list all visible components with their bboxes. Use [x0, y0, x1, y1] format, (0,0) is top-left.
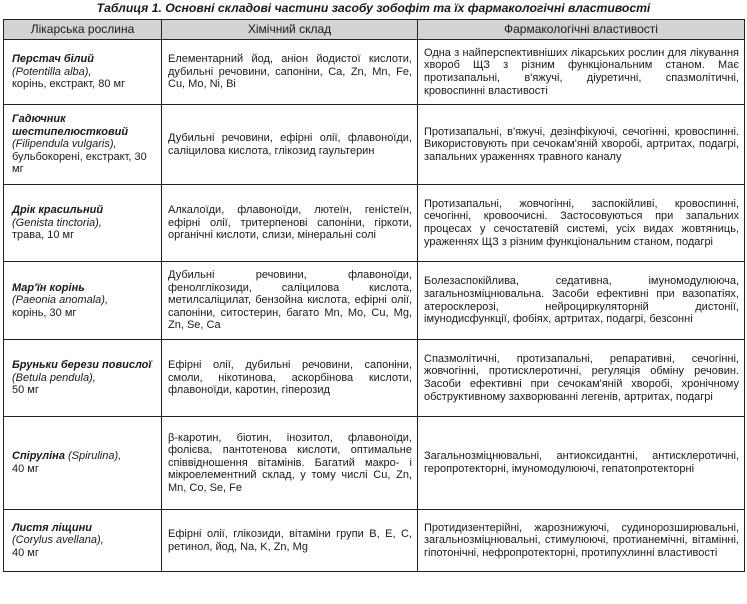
plant-details: 40 мг — [12, 463, 39, 475]
pharmacology-cell: Болезаспокійлива, седативна, імуномодулююча, загальнозміцнювальна. Засоби ефективні при вазопатіях, атеросклерозі, нейроциркуляторній дистонії, імунодисфункції, фобіях, артритах, подагрі, безсонні — [418, 262, 745, 340]
pharmacology-cell: Одна з найперспективніших лікарських рослин для лікування хвороб ЩЗ з різним функціональним станом. Має протизапальні, в'яжучі, діуретичні, спазмолітичні, кровоспинні властивості — [418, 40, 745, 105]
chemistry-cell: β-каротин, біотин, інозитол, флавоноїди, фолієва, пантотенова кислоти, оптимальне співвідношення вітамінів. Багатий макро- і мікроелементний склад, у тому числі Cu, Zn, Mn, Co, Se, Fe — [162, 417, 418, 510]
pharmacology-cell: Протидизентерійні, жарознижуючі, судинорозширювальні, загальнозміцнювальні, стимулюючі, протианемічні, вітамінні, гіпотонічні, нефропротекторні, протипухлинні властивості — [418, 510, 745, 572]
chemistry-cell: Алкалоїди, флавоноїди, лютеїн, геністеїн, ефірні олії, тритерпенові сапоніни, гіркоти, органічні кислоти, слизи, мінеральні солі — [162, 185, 418, 262]
plant-cell — [4, 262, 162, 340]
plant-details: корінь, 30 мг — [12, 306, 77, 319]
chemistry-cell: Ефірні олії, глікозиди, вітаміни групи B, E, C, ретинол, йод, Na, K, Zn, Mg — [162, 510, 418, 572]
plant-name: Мар'їн корінь — [12, 281, 85, 294]
plant-latin: (Genista tinctoria), — [12, 216, 102, 229]
plant-details: 40 мг — [12, 546, 39, 559]
header-row — [4, 20, 745, 40]
table-row — [4, 40, 745, 105]
plant-latin: (Paeonia anomala), — [12, 294, 109, 307]
chemistry-cell: Елементарний йод, аніон йодистої кислоти, дубильні речовини, сапоніни, Ca, Zn, Mn, Fe, Cu, Mo, Ni, Bi — [162, 40, 418, 105]
table-row — [4, 105, 745, 185]
plant-name: Спіруліна — [12, 450, 65, 463]
plant-latin: (Potentilla alba), — [12, 65, 92, 78]
plant-name: Бруньки берези повислої — [12, 359, 152, 372]
plant-name: Гадючник шестипелюстковий — [12, 113, 129, 138]
plant-cell — [4, 340, 162, 417]
plant-cell — [4, 185, 162, 262]
header-chemistry: Хімічний склад — [162, 20, 418, 40]
plant-cell — [4, 510, 162, 572]
plant-latin: (Betula pendula), — [12, 371, 96, 384]
table-row — [4, 417, 745, 510]
chemistry-cell: Ефірні олії, дубильні речовини, сапоніни, смоли, нікотинова, аскорбінова кислоти, флавоноїди, каротин, гіперозид — [162, 340, 418, 417]
pharmacology-cell: Загальнозміцнювальні, антиоксидантні, антисклеротичні, геропротекторні, імуномодулюючі, гепатопротекторні — [418, 417, 745, 510]
plant-details: бульбокорені, екстракт, 30 мг — [12, 150, 147, 176]
plant-name: Дрік красильний — [12, 204, 104, 217]
plant-cell — [4, 40, 162, 105]
table-row — [4, 340, 745, 417]
plant-details: 50 мг — [12, 384, 39, 397]
pharmacology-cell: Протизапальні, в'яжучі, дезінфікуючі, сечогінні, кровоспинні. Використовують при сечокам'яній хворобі, артритах, подагрі, запальних ураженнях травного каналу — [418, 105, 745, 185]
header-pharmacology: Фармакологічні властивості — [418, 20, 745, 40]
pharmacology-cell: Протизапальні, жовчогінні, заспокійливі, кровоспинні, сечогінні, кровоочисні. Застосовуються при запальних процесах у сечостатевій системі, усіх видах жовтяниць, ураженнях ЩЗ з різним функціональним станом, подагрі — [418, 185, 745, 262]
plant-name: Листя ліщини — [12, 521, 92, 534]
plant-details: трава, 10 мг — [12, 229, 75, 242]
header-plant: Лікарська рослина — [4, 20, 162, 40]
table-row — [4, 510, 745, 572]
pharmacology-cell: Спазмолітичні, протизапальні, репаративні, сечогінні, жовчогінні, протисклеротичні, регуляція обміну речовин. Засоби ефективні при сечокам'яній хворобі, хронічному обструктивному захворюванні легенів, артритах, подагрі — [418, 340, 745, 417]
table-caption: Таблиця 1. Основні складові частини засобу зобофіт та їх фармакологічні властивості — [96, 1, 651, 15]
chemistry-cell: Дубильні речовини, флавоноїди, фенолглікозиди, саліцилова кислота, метилсаліцилат, бензойна кислота, ефірні олії, сапоніни, ситостерин, багато Mn, Mo, Cu, Mg, Zn, Se, Ca — [162, 262, 418, 340]
table-row — [4, 185, 745, 262]
plant-latin: (Filipendula vulgaris), — [12, 138, 117, 151]
plant-latin: (Spirulina), — [68, 450, 122, 463]
chemistry-cell: Дубильні речовини, ефірні олії, флавоноїди, саліцилова кислота, глікозид гаультерин — [162, 105, 418, 185]
plant-name: Перстач білий — [12, 53, 94, 66]
plant-latin: (Corylus avellana), — [12, 534, 104, 547]
plant-cell — [4, 417, 162, 510]
plant-details: корінь, екстракт, 80 мг — [12, 78, 126, 91]
table-row — [4, 262, 745, 340]
plant-cell — [4, 105, 162, 185]
properties-table — [3, 19, 745, 572]
